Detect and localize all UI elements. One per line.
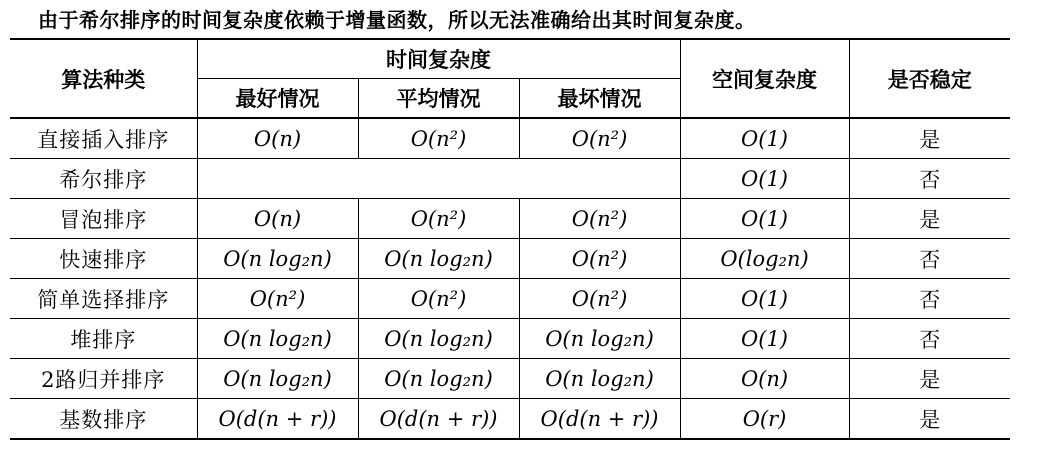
average-case-cell: O(n²) [358, 279, 519, 319]
worst-case-cell: O(n²) [519, 199, 680, 239]
shell-sort-note: 由于希尔排序的时间复杂度依赖于增量函数，所以无法准确给出其时间复杂度。 [38, 8, 756, 32]
table-row [10, 199, 1010, 239]
algorithm-name: 堆排序 [10, 319, 197, 359]
header-average-case: 平均情况 [358, 79, 519, 119]
header-stable: 是否稳定 [849, 39, 1010, 118]
worst-case-cell: O(n²) [519, 239, 680, 279]
header-worst-case: 最坏情况 [519, 79, 680, 119]
worst-case-cell: O(n²) [519, 118, 680, 159]
table-row [10, 118, 1010, 159]
table-row [10, 319, 1010, 359]
best-case-cell: O(n) [197, 199, 358, 239]
space-cell: O(1) [680, 319, 849, 359]
worst-case-cell: O(n²) [519, 279, 680, 319]
algorithm-name: 冒泡排序 [10, 199, 197, 239]
algorithm-name: 基数排序 [10, 399, 197, 440]
header-time-complexity: 时间复杂度 [197, 39, 680, 79]
algorithm-name: 快速排序 [10, 239, 197, 279]
stable-cell: 否 [849, 239, 1010, 279]
table-row [10, 279, 1010, 319]
space-cell: O(1) [680, 279, 849, 319]
best-case-cell: O(n log₂n) [197, 239, 358, 279]
stable-cell: 是 [849, 118, 1010, 159]
stable-cell: 是 [849, 199, 1010, 239]
table-row [10, 159, 1010, 199]
best-case-cell: O(n log₂n) [197, 359, 358, 399]
average-case-cell: O(n²) [358, 199, 519, 239]
stable-cell: 是 [849, 359, 1010, 399]
space-cell: O(1) [680, 118, 849, 159]
algorithm-name: 2路归并排序 [10, 359, 197, 399]
average-case-cell: O(n²) [358, 118, 519, 159]
table-row [10, 239, 1010, 279]
stable-cell: 否 [849, 279, 1010, 319]
header-space-complexity: 空间复杂度 [680, 39, 849, 118]
space-cell: O(r) [680, 399, 849, 440]
best-case-cell: O(n) [197, 118, 358, 159]
average-case-cell: O(d(n + r)) [358, 399, 519, 440]
best-case-cell: O(n log₂n) [197, 319, 358, 359]
table-row [10, 359, 1010, 399]
best-case-cell: O(n²) [197, 279, 358, 319]
space-cell: O(1) [680, 199, 849, 239]
average-case-cell: O(n log₂n) [358, 319, 519, 359]
space-cell: O(n) [680, 359, 849, 399]
time-complexity-merged-cell [197, 159, 680, 199]
header-algorithm: 算法种类 [10, 39, 197, 118]
space-cell: O(log₂n) [680, 239, 849, 279]
table-row [10, 399, 1010, 440]
worst-case-cell: O(n log₂n) [519, 359, 680, 399]
stable-cell: 否 [849, 159, 1010, 199]
algorithm-name: 希尔排序 [10, 159, 197, 199]
stable-cell: 是 [849, 399, 1010, 440]
stable-cell: 否 [849, 319, 1010, 359]
space-cell: O(1) [680, 159, 849, 199]
average-case-cell: O(n log₂n) [358, 359, 519, 399]
algorithm-name: 直接插入排序 [10, 118, 197, 159]
average-case-cell: O(n log₂n) [358, 239, 519, 279]
sorting-complexity-table [10, 38, 1010, 440]
best-case-cell: O(d(n + r)) [197, 399, 358, 440]
header-best-case: 最好情况 [197, 79, 358, 119]
worst-case-cell: O(d(n + r)) [519, 399, 680, 440]
worst-case-cell: O(n log₂n) [519, 319, 680, 359]
algorithm-name: 简单选择排序 [10, 279, 197, 319]
